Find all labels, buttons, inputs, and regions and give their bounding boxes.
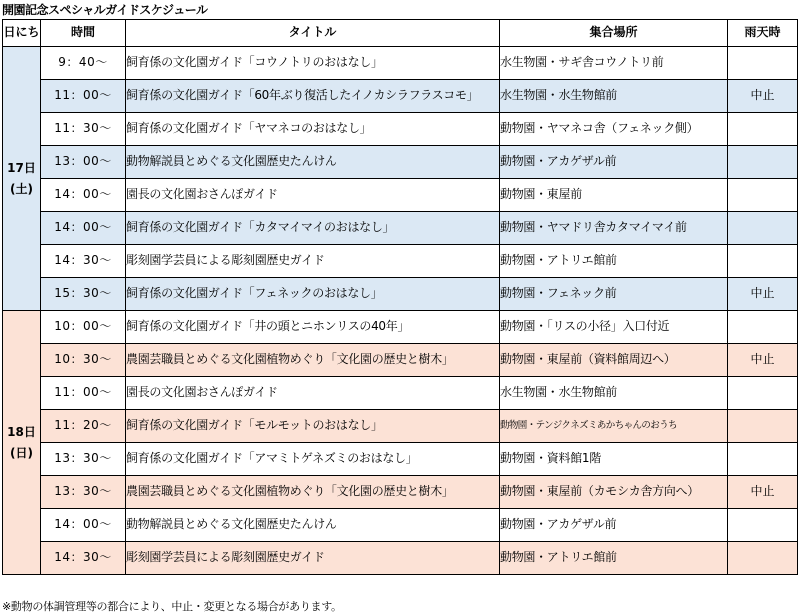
place-cell: 動物園・東屋前（カモシカ舎方向へ）: [500, 476, 728, 509]
day-cell: [3, 47, 41, 311]
table-row: [3, 443, 798, 476]
table-row: [3, 113, 798, 146]
title-cell: 彫刻園学芸員による彫刻園歴史ガイド: [126, 245, 500, 278]
time-cell: 11：20～: [41, 410, 126, 443]
title-cell: 飼育係の文化園ガイド「モルモットのおはなし」: [126, 410, 500, 443]
table-row: [3, 146, 798, 179]
time-cell: 13：30～: [41, 476, 126, 509]
table-row: [3, 542, 798, 575]
title-cell: 動物解説員とめぐる文化園歴史たんけん: [126, 146, 500, 179]
table-row: [3, 179, 798, 212]
header-row: [3, 20, 798, 47]
time-cell: 11：00～: [41, 377, 126, 410]
schedule-table: [2, 19, 798, 575]
rain-cell: [728, 410, 798, 443]
place-cell: 水生物園・水生物館前: [500, 377, 728, 410]
table-row: [3, 344, 798, 377]
table-row: [3, 278, 798, 311]
table-row: [3, 245, 798, 278]
rain-cell: [728, 113, 798, 146]
rain-cell: 中止: [728, 278, 798, 311]
time-cell: 14：30～: [41, 245, 126, 278]
place-cell: 動物園・東屋前: [500, 179, 728, 212]
rain-cell: 中止: [728, 476, 798, 509]
time-cell: 10：30～: [41, 344, 126, 377]
day-cell: [3, 311, 41, 575]
place-cell: 動物園・アトリエ館前: [500, 542, 728, 575]
header-time: 時間: [41, 20, 126, 47]
place-cell: 動物園・テンジクネズミあかちゃんのおうち: [500, 410, 728, 443]
place-cell: 動物園・アトリエ館前: [500, 245, 728, 278]
footnote: ※動物の体調管理等の都合により、中止・変更となる場合があります。: [2, 600, 342, 613]
weekday-label: (日): [10, 445, 33, 460]
place-cell: 動物園・フェネック前: [500, 278, 728, 311]
header-day: 日にち: [3, 20, 41, 47]
title-cell: 農園芸職員とめぐる文化園植物めぐり「文化園の歴史と樹木」: [126, 344, 500, 377]
rain-cell: [728, 245, 798, 278]
place-cell: 動物園・アカゲザル前: [500, 509, 728, 542]
title-cell: 動物解説員とめぐる文化園歴史たんけん: [126, 509, 500, 542]
header-place: 集合場所: [500, 20, 728, 47]
rain-cell: [728, 212, 798, 245]
title-cell: 飼育係の文化園ガイド「ヤマネコのおはなし」: [126, 113, 500, 146]
place-cell: 水生物園・水生物館前: [500, 80, 728, 113]
title-cell: 飼育係の文化園ガイド「アマミトゲネズミのおはなし」: [126, 443, 500, 476]
title-cell: 飼育係の文化園ガイド「60年ぶり復活したイノカシラフラスコモ」: [126, 80, 500, 113]
table-row: [3, 311, 798, 344]
rain-cell: [728, 146, 798, 179]
title-cell: 飼育係の文化園ガイド「フェネックのおはなし」: [126, 278, 500, 311]
time-cell: 13：30～: [41, 443, 126, 476]
title-cell: 彫刻園学芸員による彫刻園歴史ガイド: [126, 542, 500, 575]
rain-cell: [728, 443, 798, 476]
day-label: 17日: [7, 161, 36, 176]
rain-cell: [728, 47, 798, 80]
title-cell: 農園芸職員とめぐる文化園植物めぐり「文化園の歴史と樹木」: [126, 476, 500, 509]
time-cell: 10：00～: [41, 311, 126, 344]
time-cell: 14：00～: [41, 509, 126, 542]
time-cell: 14：00～: [41, 212, 126, 245]
place-cell: 動物園・アカゲザル前: [500, 146, 728, 179]
table-row: [3, 212, 798, 245]
title-cell: 飼育係の文化園ガイド「井の頭とニホンリスの40年」: [126, 311, 500, 344]
place-cell: 水生物園・サギ舎コウノトリ前: [500, 47, 728, 80]
title-cell: 飼育係の文化園ガイド「コウノトリのおはなし」: [126, 47, 500, 80]
table-row: [3, 410, 798, 443]
weekday-label: (土): [10, 181, 33, 196]
time-cell: 14：00～: [41, 179, 126, 212]
title-cell: 園長の文化園おさんぽガイド: [126, 377, 500, 410]
place-cell: 動物園・ヤマドリ舎カタマイマイ前: [500, 212, 728, 245]
place-cell: 動物園・「リスの小径」入口付近: [500, 311, 728, 344]
header-title: タイトル: [126, 20, 500, 47]
table-row: [3, 476, 798, 509]
time-cell: 9：40～: [41, 47, 126, 80]
table-row: [3, 509, 798, 542]
header-rain: 雨天時: [728, 20, 798, 47]
place-cell: 動物園・ヤマネコ舎（フェネック側）: [500, 113, 728, 146]
table-row: [3, 80, 798, 113]
rain-cell: 中止: [728, 344, 798, 377]
table-row: [3, 47, 798, 80]
rain-cell: [728, 179, 798, 212]
schedule-body: [3, 47, 798, 575]
title-cell: 園長の文化園おさんぽガイド: [126, 179, 500, 212]
time-cell: 11：30～: [41, 113, 126, 146]
rain-cell: [728, 542, 798, 575]
rain-cell: [728, 509, 798, 542]
title-cell: 飼育係の文化園ガイド「カタマイマイのおはなし」: [126, 212, 500, 245]
rain-cell: [728, 311, 798, 344]
time-cell: 13：00～: [41, 146, 126, 179]
day-label: 18日: [7, 425, 36, 440]
time-cell: 14：30～: [41, 542, 126, 575]
time-cell: 11：00～: [41, 80, 126, 113]
rain-cell: [728, 377, 798, 410]
page-title: 開園記念スペシャルガイドスケジュール: [2, 3, 208, 17]
time-cell: 15：30～: [41, 278, 126, 311]
rain-cell: 中止: [728, 80, 798, 113]
place-cell: 動物園・東屋前（資料館周辺へ）: [500, 344, 728, 377]
table-row: [3, 377, 798, 410]
place-cell: 動物園・資料館1階: [500, 443, 728, 476]
